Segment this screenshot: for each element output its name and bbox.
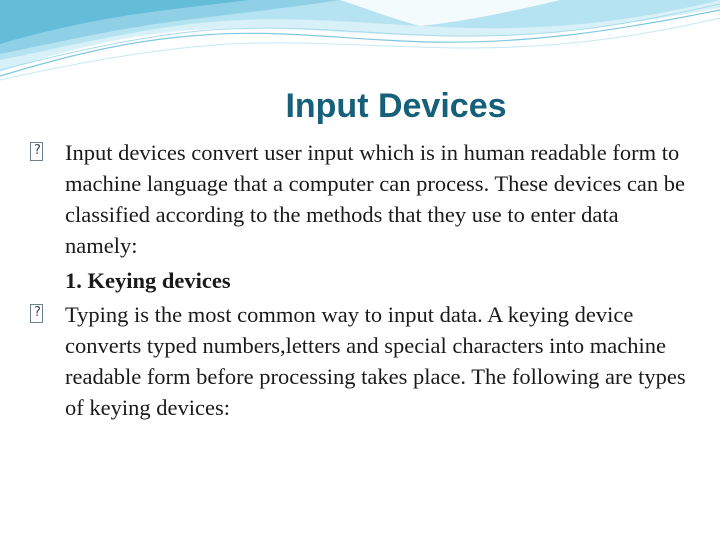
bullet-text: Typing is the most common way to input data. A keying device converts typed numbers,letters and special characters into machine readable form before processing takes place. The following are types of keying devices: [65, 302, 686, 420]
bullet-item-input-devices [30, 137, 690, 261]
subheading-keying-devices: 1. Keying devices [65, 268, 231, 293]
unknown-glyph-box-icon: ? [30, 142, 43, 161]
slide-title: Input Devices [285, 87, 507, 125]
header-wave-decoration [0, 0, 720, 90]
bullet-text: Input devices convert user input which is in human readable form to machine language that a computer can process. These devices can be classified according to the methods that they use to enter data namely: [65, 140, 685, 258]
unknown-glyph-box-icon: ? [30, 304, 43, 323]
slide-body [30, 137, 690, 423]
bullet-item-typing [30, 299, 690, 423]
